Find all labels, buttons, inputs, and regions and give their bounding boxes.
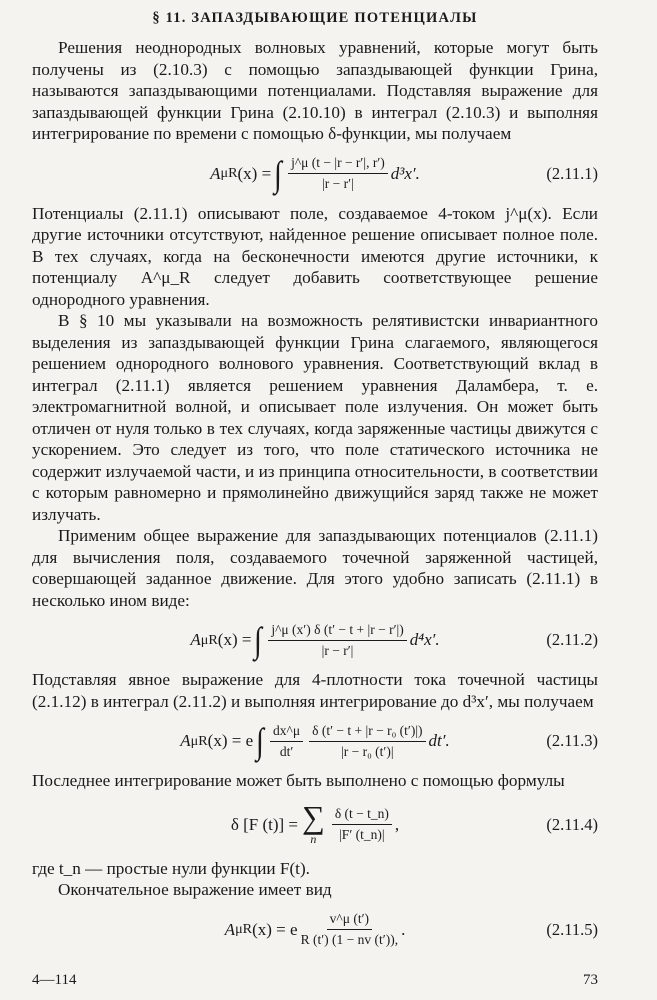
equation-2-11-1: A μ R (x) = ∫ $\frac{j\^{}\mu (t - |r - r'|, r')}{|r - r'|}$ d³x′. (2.11.1) xyxy=(210,153,598,194)
page xyxy=(32,8,598,959)
section-heading: § 11. ЗАПАЗДЫВАЮЩИЕ ПОТЕНЦИАЛЫ xyxy=(152,10,478,26)
equation-number: (2.11.3) xyxy=(546,731,598,750)
eq5-fraction: $\frac{v\^{}\mu (t')}{R (t') (1 - nv (t')),}$ xyxy=(300,911,399,947)
eq1-lhs: A xyxy=(210,163,221,183)
eq2-fraction: $\frac{j\^{}\mu (x') \delta (t' - t + |r - r'|)}{|r - r'|}$ xyxy=(268,622,406,659)
integral-sign: ∫ xyxy=(274,153,283,194)
integral-sign: ∫ xyxy=(254,620,263,660)
paragraph-3: В § 10 мы указывали на возможность релятивистски инвариантного выделения из запаздывающей функции Грина слагаемого, являющегося решением однородного волнового уравнения. Соответствующий вклад в интеграл (2.11.1) является решением уравнения Даламбера, т. е. электромагнитной волной, и описывает поле излучения. Он может быть отличен от нуля только в тех случаях, когда заряженные частицы движутся с ускорением. Это следует из того, что поле статического источника не содержит излучаемой части, и из принципа относительности, в соответствии с которым равномерно и прямолинейно движущийся заряд также не может излучать. xyxy=(32,311,598,524)
paragraph-2: Потенциалы (2.11.1) описывают поле, создаваемое 4-током j^μ(x). Если другие источники отсутствуют, найденное решение описывает полное поле. В тех случаях, когда на бесконечности имеются другие источники, к потенциалу A^μ_R следует добавить соответствующее решение однородного уравнения. xyxy=(32,203,598,309)
equation-2-11-5: A μ R (x) = e $\frac{v\^{}\mu (t')}{R (t') (1 - nv (t')),}$ . (2.11.5) xyxy=(224,911,598,947)
integral-sign: ∫ xyxy=(256,721,265,761)
paragraph-8: Окончательное выражение имеет вид xyxy=(58,880,332,899)
equation-2-11-2: A μ R (x) = ∫ $\frac{j\^{}\mu (x') \delta (t' - t + |r - r'|)}{|r - r'|}$ d⁴x′. (2.11.2) xyxy=(190,620,598,660)
eq1-fraction: $\frac{j\^{}\mu (t - |r - r'|, r')}{|r - r'|}$ xyxy=(288,155,388,192)
equation-number: (2.11.2) xyxy=(546,630,598,649)
equation-number: (2.11.5) xyxy=(546,919,598,939)
sum-sign: ∑ n xyxy=(302,799,325,846)
equation-2-11-3: A μ R (x) = e ∫ $\frac{dx\^{}\mu}{dt'}$ $\frac{\text{δ (t′ − t + |r − r₀ (t′)|)}}{\text{|r − r₀ (t′)|}}$ dt′. (2.11.3) xyxy=(180,721,598,761)
eq3-derivative: $\frac{dx\^{}\mu}{dt'}$ xyxy=(270,723,303,760)
equation-2-11-4: δ [F (t)] = ∑ n $\frac{\delta (t - t\_n)}{|F' (t\_n)|}$ , (2.11.4) xyxy=(230,799,598,846)
paragraph-7: где t_n — простые нули функции F(t). xyxy=(32,858,310,878)
equation-number: (2.11.4) xyxy=(546,814,598,834)
signature-mark: 4—114 xyxy=(32,972,77,988)
paragraph-4: Применим общее выражение для запаздывающих потенциалов (2.11.1) для вычисления поля, создаваемого точечной заряженной частицей, совершающей заданное движение. Для этого удобно записать (2.11.1) в несколько ином виде: xyxy=(32,526,598,610)
paragraph-1: Решения неоднородных волновых уравнений, которые могут быть получены из (2.10.3) с помощью запаздывающей функции Грина, называются запаздывающими потенциалами. Подставляя выражение для запаздывающей функции Грина (2.10.10) в интеграл (2.10.3) и выполняя интегрирование по времени с помощью δ-функции, мы получаем xyxy=(32,38,598,143)
paragraph-5: Подставляя явное выражение для 4-плотности тока точечной частицы (2.1.12) в интеграл (2.11.2) и выполняя интегрирование до d³x′, мы получаем xyxy=(32,670,598,711)
eq3-fraction: $\frac{\text{δ (t′ − t + |r − r₀ (t′)|)}}{\text{|r − r₀ (t′)|}}$ xyxy=(309,723,425,760)
equation-number: (2.11.1) xyxy=(546,163,598,183)
paragraph-6: Последнее интегрирование может быть выполнено с помощью формулы xyxy=(32,771,565,790)
eq4-fraction: $\frac{\delta (t - t\_n)}{|F' (t\_n)|}$ xyxy=(332,806,392,843)
page-number: 73 xyxy=(583,972,598,988)
